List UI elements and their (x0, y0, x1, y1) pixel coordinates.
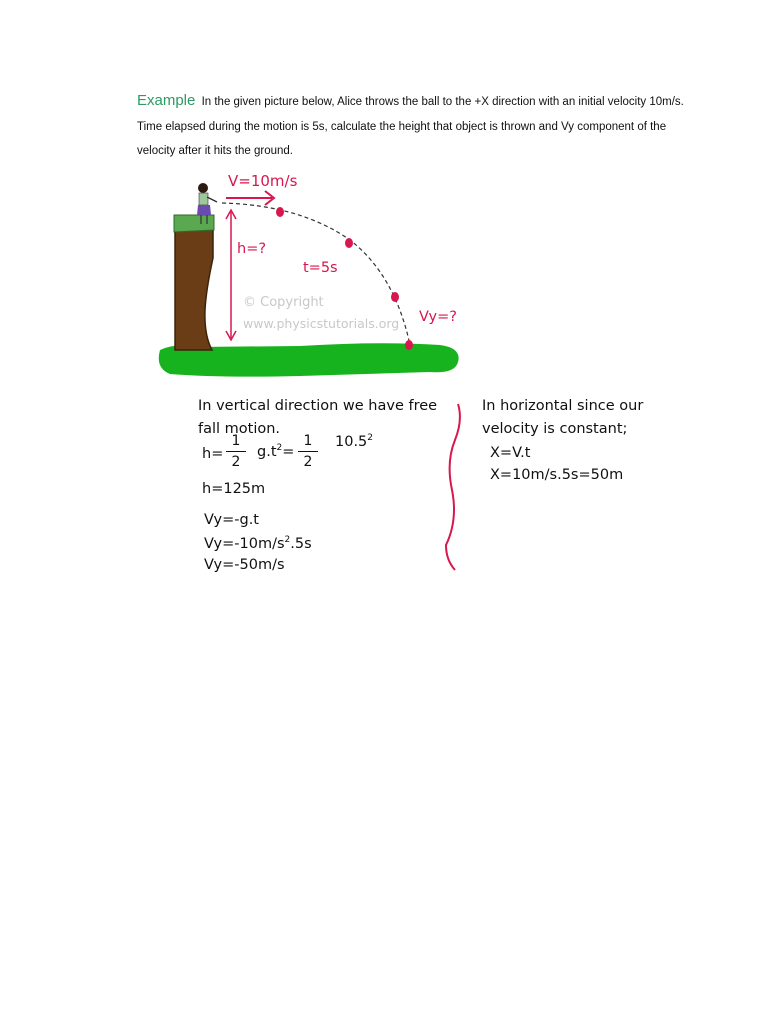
value-base: 10.5 (335, 433, 368, 450)
ball-3 (391, 292, 399, 302)
fraction-denominator: 2 (303, 454, 313, 470)
equals-sign: = (282, 443, 295, 460)
copyright-line1: © Copyright (243, 295, 324, 310)
velocity-label: V=10m/s (228, 172, 298, 190)
vertical-heading-line2: fall motion. (198, 421, 281, 437)
g-term: g.t (257, 443, 277, 460)
cliff-grass (174, 215, 214, 232)
x-result: X=10m/s.5s=50m (490, 467, 624, 483)
height-arrow (226, 210, 236, 340)
vertical-heading-line1: In vertical direction we have free (198, 398, 438, 414)
ball-4 (405, 340, 413, 350)
fraction-numerator: 1 (303, 433, 313, 449)
problem-text: In the given picture below, Alice throws the ball to the +X direction with an initial velocity 10m/s. Time elapsed during the motion is 5s, calculate the height that object is thrown and Vy component of the velocity after it hits the ground. (137, 96, 684, 157)
ball-1 (276, 207, 284, 217)
x-formula: X=V.t (490, 445, 531, 461)
vy-formula: Vy=-g.t (204, 512, 259, 528)
value-substitution (335, 433, 373, 450)
vy-result: Vy=-50m/s (204, 557, 285, 573)
h-prefix: h= (202, 446, 224, 462)
exponent-2a: 2 (276, 443, 283, 453)
example-label: Example (137, 92, 196, 109)
horizontal-heading-line1: In horizontal since our (482, 398, 644, 414)
fraction-half-1 (226, 433, 246, 470)
vy-sub-a: Vy=-10m/s (204, 535, 285, 552)
velocity-arrow (226, 191, 274, 205)
exponent-2b: 2 (367, 433, 374, 443)
fraction-half-2 (298, 433, 318, 470)
fraction-denominator: 2 (231, 454, 241, 470)
g-t-squared (257, 443, 294, 460)
ball-2 (345, 238, 353, 248)
vy-substitution (204, 535, 312, 552)
height-label: h=? (237, 241, 267, 257)
fraction-numerator: 1 (231, 433, 241, 449)
horizontal-heading-line2: velocity is constant; (482, 421, 628, 437)
h-result: h=125m (202, 481, 266, 497)
exponent-2c: 2 (284, 535, 291, 545)
time-label: t=5s (303, 260, 338, 276)
vy-sub-b: .5s (290, 535, 312, 552)
copyright-line2: www.physicstutorials.org (243, 316, 400, 331)
divider-curve (446, 404, 460, 570)
vy-label: Vy=? (419, 309, 457, 325)
cliff (175, 228, 213, 350)
